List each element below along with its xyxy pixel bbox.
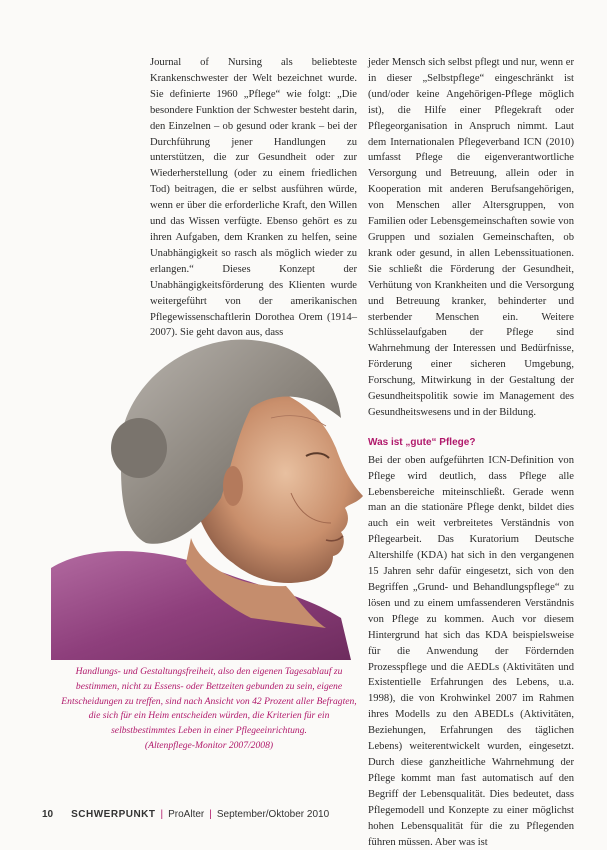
section-label: SCHWERPUNKT (71, 809, 156, 820)
right-column-paragraph-1: jeder Mensch sich selbst pflegt und nur, wenn er in dieser „Selbstpflege“ eingeschränkt ist (und/oder keine Angehörigen-Pflege möglich ist), die Hilfe einer Pflegekraft oder Pflegeorganisation in Anspruch nimmt. Laut dem Internationalen Pflegeverband ICN (2010) umfasst Pflege die eigenverantwortliche Versorgung und Betreuung, allein oder in Kooperation mit anderen Berufsangehörigen, von Menschen aller Altersgruppen, von Familien oder Lebensgemeinschaften sowie von Gruppen und sozialen Gemeinschaften, ob krank oder gesund, in allen Lebenssituationen. Sie schließt die Förderung der Gesundheit, Verhütung von Krankheiten und die Versorgung und Betreuung kranker, behinderter und sterbender Menschen ein. Weitere Schlüsselaufgaben der Pflege sind Wahrnehmung der Interessen und Bedürfnisse, Förderung einer sicheren Umgebung, Forschung, Mitwirkung in der Gestaltung der Gesundheitspolitik sowie im Management des Gesundheitswesens und in der Bildung. (368, 57, 574, 418)
issue-date: September/Oktober 2010 (216, 809, 330, 820)
magazine-name: ProAlter (168, 809, 205, 820)
image-caption (58, 665, 360, 754)
page-footer (42, 809, 572, 825)
portrait-photo (51, 318, 386, 660)
footer-separator: | (209, 809, 212, 820)
section-heading: Was ist „gute“ Pflege? (368, 436, 476, 448)
caption-text: Handlungs- und Gestaltungsfreiheit, also den eigenen Tagesablauf zu bestimmen, nicht zu Essens- oder Bettzeiten gebunden zu sein, eigene Entscheidungen zu treffen, sind nach Ansicht von 42 Prozent aller Befragten, die sich für ein Heim entscheiden würden, die Kriterien für ein selbstbestimmtes Leben in einer Pflegeeinrichtung. (61, 666, 357, 737)
footer-separator: | (160, 809, 164, 820)
right-column-paragraph-2: Bei der oben aufgeführten ICN-Definition von Pflege wird deutlich, dass Pflege alle Lebensbereiche miteinschließt. Gerade wenn man an die stationäre Pflege denkt, bildet dies auch ein weit verbreitetes Verständnis von Pflegearbeit. Das Kuratorium Deutsche Altershilfe (KDA) hat sich in den vergangenen 15 Jahren sehr dafür eingesetzt, sich von den Begriffen „Grund- und Behandlungspflege“ zu lösen und zu einem umfassenderen Verständnis von Pflege zu kommen. Auch vor diesem Hintergrund hat sich das KDA beispielsweise für die Anwendung der Fördernden Prozesspflege und die AEDLs (Aktivitäten und Existentielle Erfahrungen des Lebens, u.a. 1998), die von Krohwinkel 2007 im Rahmen ihres Modells zu den ABEDLs (Aktivitäten, Beziehungen, Erfahrungen des täglichen Lebens) weiterentwickelt wurden, eingesetzt. Durch diese ganzheitliche Wahrnehmung der Pflege kommt man fast automatisch auf den Begriff der Lebensqualität. Dies bedeutet, dass Pflegemodell und Konzepte zu einer möglichst hohen Lebensqualität für die zu Pflegenden führen müssen. Aber was ist (368, 454, 574, 848)
hair-bun-shape (111, 418, 167, 478)
caption-source: (Altenpflege-Monitor 2007/2008) (144, 739, 274, 751)
ear-shape (223, 466, 243, 506)
right-column (368, 55, 574, 850)
left-column (150, 55, 357, 341)
page-number: 10 (42, 809, 54, 820)
left-column-text: Journal of Nursing als beliebteste Krankenschwester der Welt bezeichnet wurde. Sie definierte 1960 „Pflege“ wie folgt: „Die besondere Funktion der Schwester besteht darin, den Einzelnen – ob gesund oder krank – bei der Durchführung jener Handlungen zu unterstützen, die zur Gesundheit oder zur Wiederherstellung (oder zu einem friedlichen Tod) beitragen, die er selbst ausführen würde, wenn er über die erforderliche Kraft, den Willen und das Wissen verfügte. Ebenso gehört es zu ihren Aufgaben, dem Kranken zu helfen, seine Unabhängigkeit so rasch als möglich wieder zu erlangen.“ Dieses Konzept der Unabhängigkeitsförderung des Klienten wurde weitergeführt von der amerikanischen Pflegewissenschaftlerin Dorothea Orem (1914–2007). Sie geht davon aus, dass (150, 57, 357, 339)
